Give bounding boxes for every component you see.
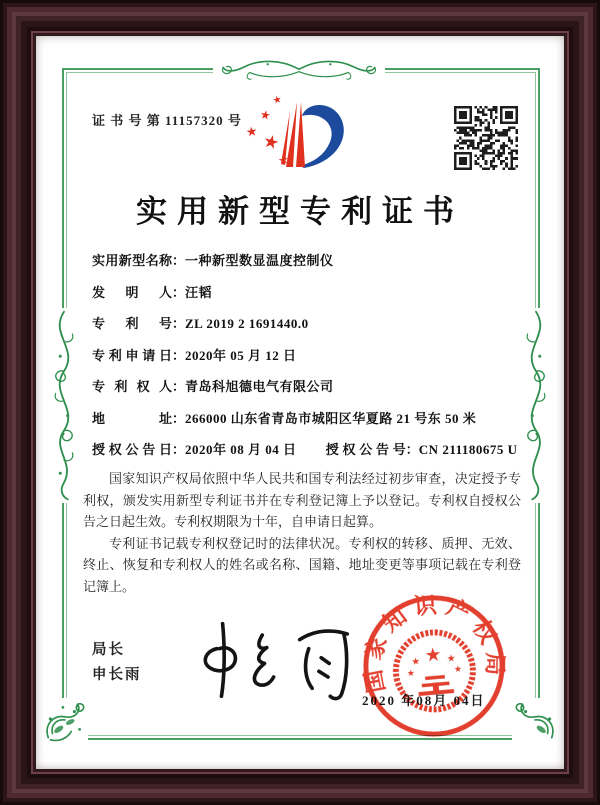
logo-star-icon: ★ (260, 130, 282, 155)
logo-star-icon: ★ (245, 124, 259, 141)
commissioner-signature (192, 614, 362, 706)
emblem-star-icon: ★ (406, 668, 416, 680)
top-flourish-ornament (213, 56, 385, 84)
certificate-number: 证 书 号 第 11157320 号 (92, 113, 242, 128)
logo-star-icon: ★ (276, 152, 290, 168)
field-grant-row (92, 439, 518, 471)
logo-star-icon: ★ (271, 94, 283, 107)
seal-national-emblem (393, 629, 476, 712)
field-address: 地址：266000 山东省青岛市城阳区华夏路 21 号东 50 米 (92, 410, 477, 426)
field-patent-number: 专利号：ZL 2019 2 1691440.0 (92, 316, 309, 331)
certificate-fields (92, 250, 518, 471)
left-scroll-ornament (45, 308, 83, 503)
right-scroll-ornament (517, 308, 555, 503)
qr-code (454, 106, 518, 170)
certificate-body (83, 468, 521, 597)
corner-floral-ornament (512, 698, 558, 744)
field-inventor: 发明人：汪韬 (92, 284, 213, 300)
emblem-star-icon: ★ (423, 644, 443, 667)
field-filing-date: 专利申请日：2020年 05 月 12 日 (92, 347, 297, 363)
commissioner-name: 申长雨 (92, 667, 142, 683)
corner-floral-ornament (42, 698, 88, 744)
certificate-title: 实用新型专利证书 (136, 194, 464, 229)
field-grant-date: 授权公告日：2020年 08 月 04 日 (92, 442, 297, 457)
field-patentee: 专利权人：青岛科旭德电气有限公司 (92, 379, 334, 394)
seal-date: 2020 年08月 04日 (362, 693, 486, 708)
commissioner-block (92, 638, 142, 688)
logo-star-icon: ★ (258, 107, 272, 123)
body-paragraph: 国家知识产权局依照中华人民共和国专利法经过初步审查，决定授予专利权，颁发实用新型专利证书并在专利登记簿上予以登记。专利权自授权公告之日起生效。专利权期限为十年，自申请日起算。 (83, 471, 521, 529)
field-patent-name: 实用新型名称：一种新型数显温度控制仪 (92, 253, 334, 268)
field-grant-number: 授权公告号：CN 211180675 U (325, 442, 518, 457)
seal-text: 国家知识产权局 (359, 592, 508, 695)
body-paragraph: 专利证书记载专利权登记时的法律状况。专利权的转移、质押、无效、终止、恢复和专利权人的姓名或名称、国籍、地址变更等事项记载在专利登记簿上。 (83, 535, 521, 594)
cnipa-logo (240, 96, 364, 182)
emblem-star-icon: ★ (453, 664, 463, 676)
emblem-star-icon: ★ (446, 653, 457, 665)
official-seal (354, 586, 514, 746)
commissioner-title: 局长 (92, 642, 125, 658)
emblem-star-icon: ★ (410, 656, 421, 668)
